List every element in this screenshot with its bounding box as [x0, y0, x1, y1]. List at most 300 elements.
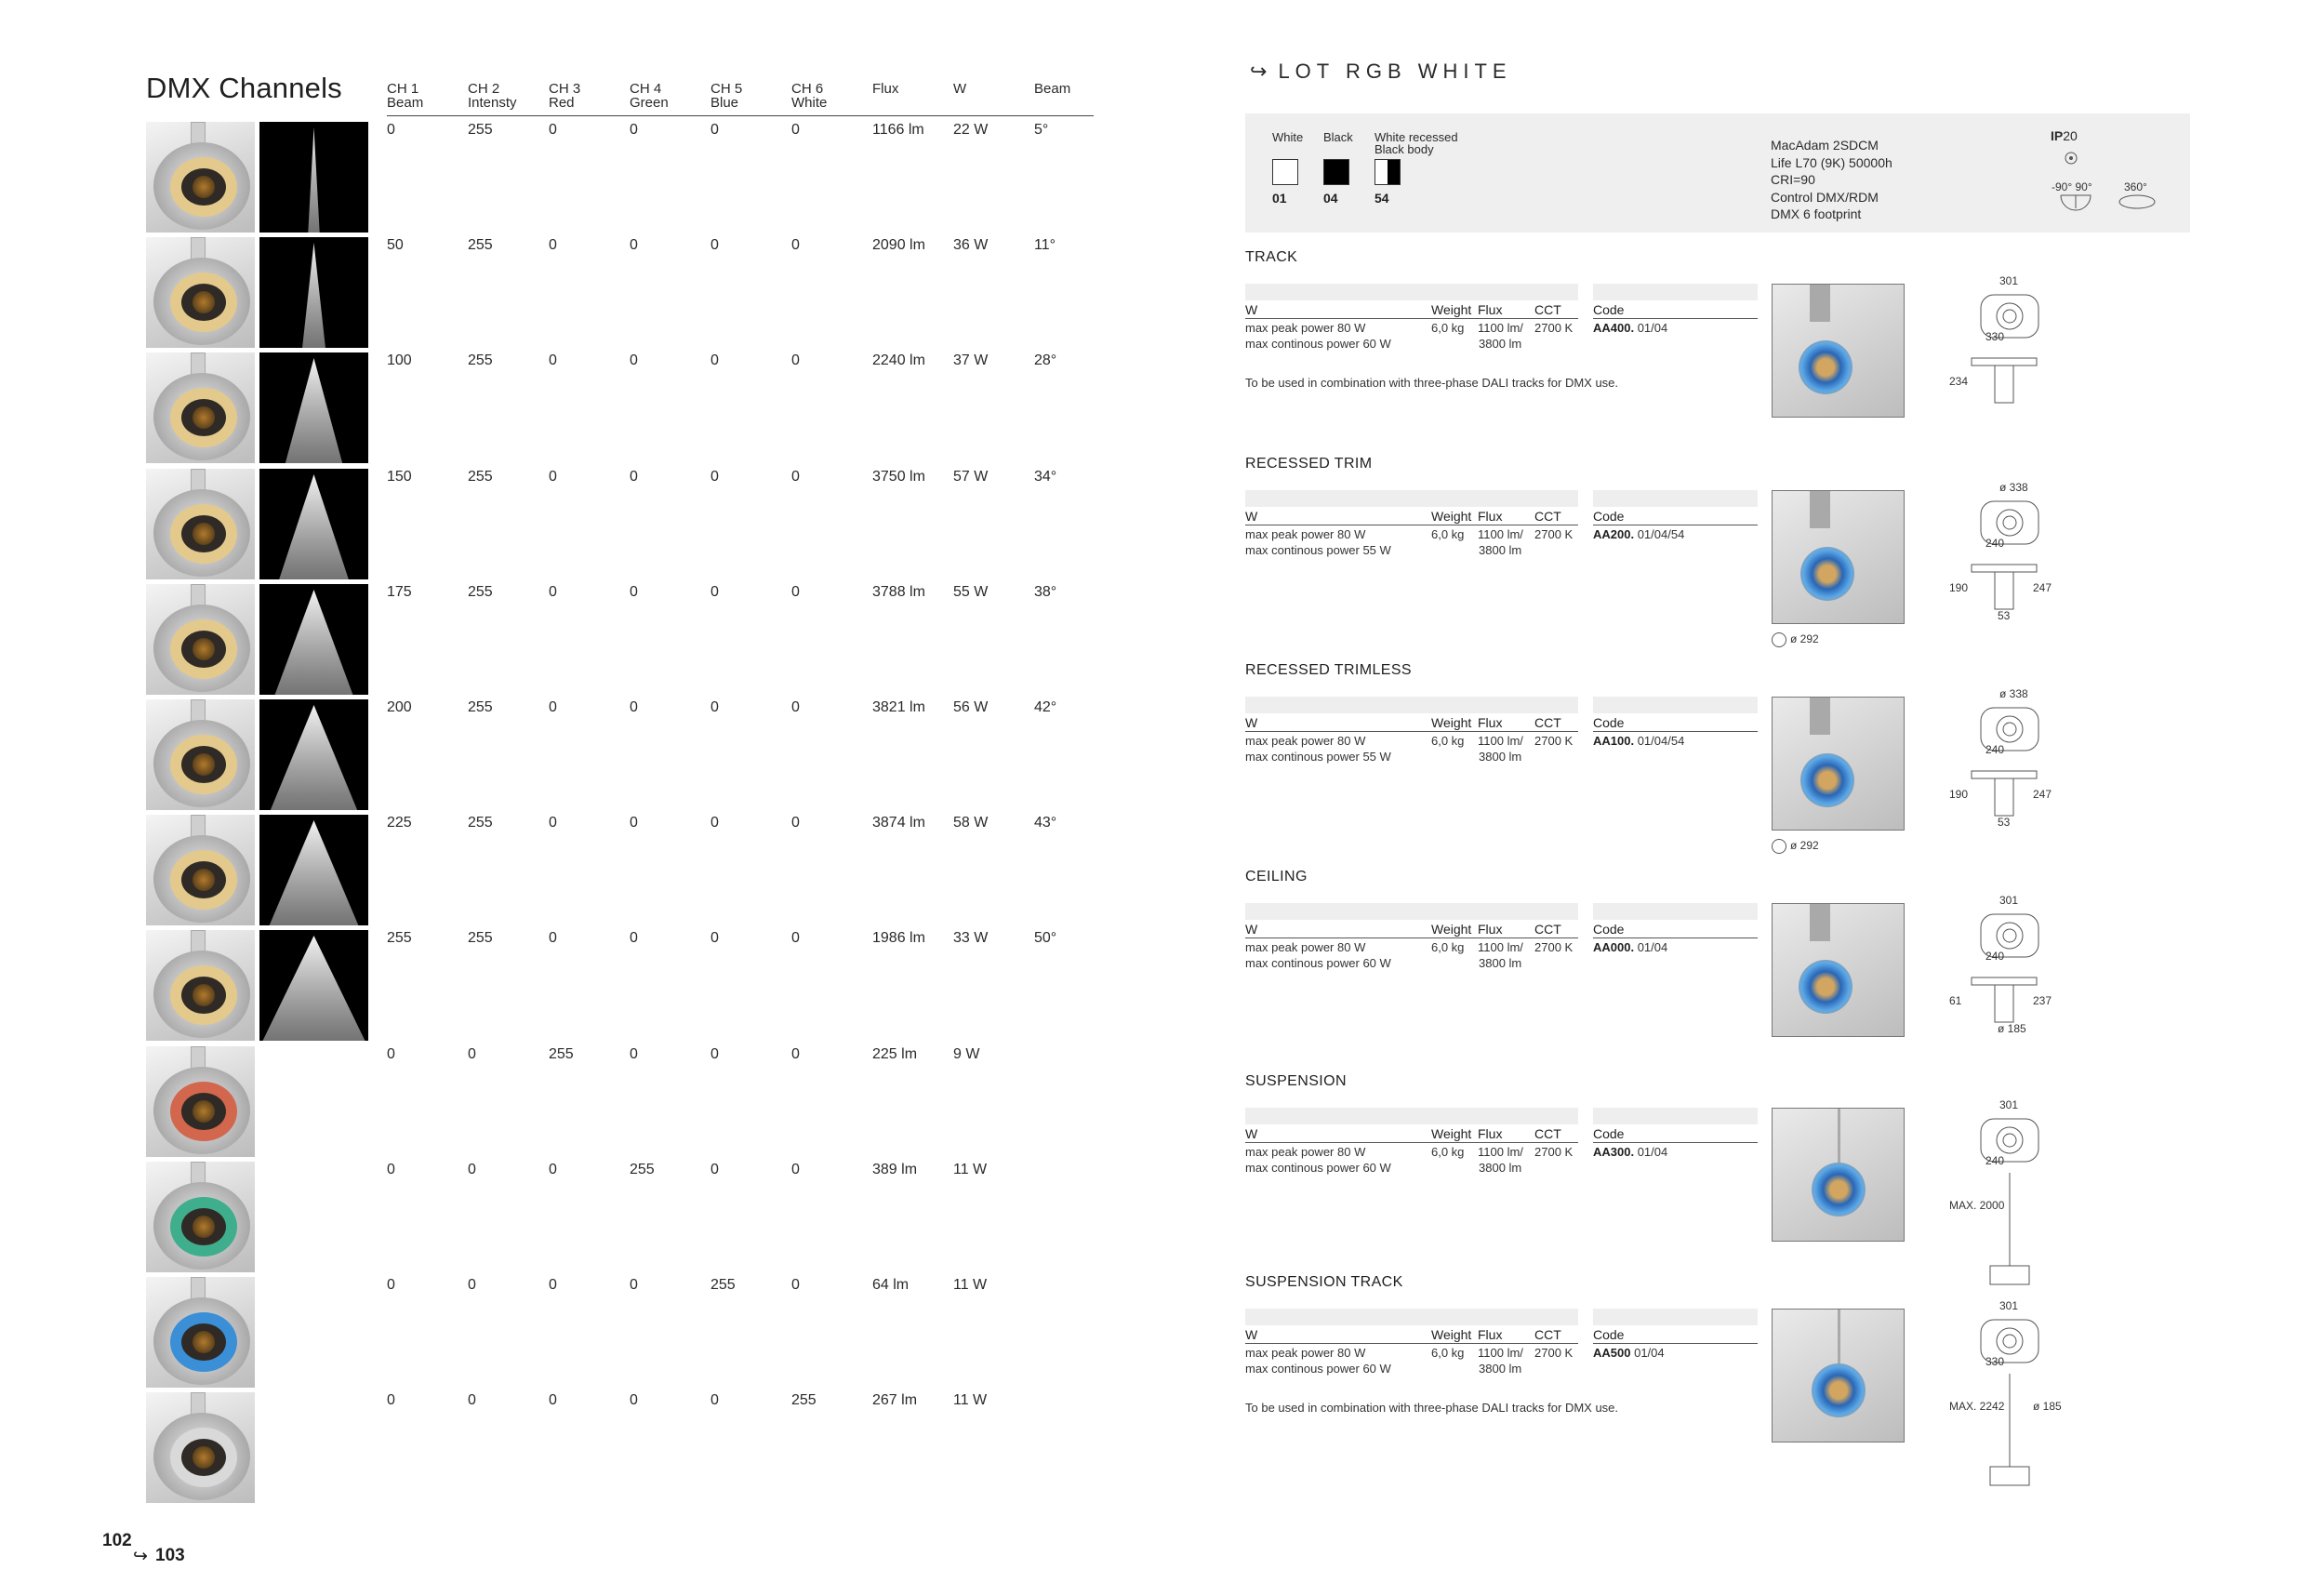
cell-ch6: 0: [791, 468, 800, 485]
cell-w: 37 W: [953, 352, 989, 369]
cell-ch5: 0: [710, 237, 719, 254]
cell-beam: 5°: [1034, 122, 1049, 138]
fixture-photo: [146, 122, 255, 233]
cell-flux: 1986 lm: [872, 930, 925, 947]
cell-ch3: 0: [549, 583, 557, 600]
cell-flux: 1166 lm: [872, 122, 924, 138]
dimension-label: 240: [1985, 743, 2005, 756]
col-header-flux: Flux: [1478, 715, 1503, 730]
cell-ch3: 0: [549, 237, 557, 254]
flux-1: 1100 lm/: [1478, 940, 1523, 954]
cell-ch2: 255: [468, 930, 493, 947]
cell-ch4: 0: [630, 815, 638, 831]
cell-ch4: 0: [630, 122, 638, 138]
col-header-code: Code: [1593, 509, 1625, 524]
dimension-label: 247: [2033, 788, 2052, 801]
fixture-photo: [146, 1162, 255, 1272]
cell-ch1: 0: [387, 122, 395, 138]
code-finishes: 01/04: [1637, 940, 1668, 954]
cell-ch1: 0: [387, 1392, 395, 1409]
cell-flux: 3750 lm: [872, 468, 925, 485]
cell-ch6: 0: [791, 1161, 800, 1177]
code-prefix: AA000.: [1593, 940, 1635, 954]
continuous-power: max continous power 60 W: [1245, 1362, 1391, 1376]
lens: [193, 1100, 215, 1123]
cell-beam: 38°: [1034, 583, 1057, 600]
col-header-w: W: [1245, 1327, 1258, 1342]
cell-ch3: 0: [549, 1161, 557, 1177]
beam-cone: [259, 699, 368, 810]
cell-flux: 64 lm: [872, 1277, 910, 1293]
product-code: [1593, 526, 1684, 542]
cell-ch2: 255: [468, 122, 493, 138]
lamp-head: [1800, 753, 1854, 807]
mount: [1810, 904, 1830, 941]
cell-ch1: 100: [387, 352, 412, 369]
rotate-angle: 360°: [2124, 180, 2147, 193]
spec-macadam: MacAdam 2SDCM: [1771, 138, 1879, 153]
cell-ch5: 0: [710, 815, 719, 831]
dimension-label: 240: [1985, 950, 2005, 963]
spec-header-bar: [1245, 697, 1578, 713]
peak-power: max peak power 80 W: [1245, 1346, 1366, 1360]
beam-image: [259, 699, 368, 810]
code-header-bar: [1593, 1309, 1758, 1325]
cell-ch6: 255: [791, 1392, 817, 1409]
dimension-label: 53: [1998, 609, 2011, 622]
ip-rating: IP20: [2051, 128, 2078, 143]
cell-ch2: 0: [468, 1277, 476, 1293]
cell-ch3: 0: [549, 930, 557, 947]
product-photo: [1772, 1309, 1905, 1443]
cell-ch1: 0: [387, 1277, 395, 1293]
lamp-head: [1799, 340, 1853, 394]
spec-rule: [1245, 731, 1578, 732]
power-values: [1245, 526, 1391, 558]
cell-ch2: 0: [468, 1045, 476, 1062]
technical-drawing: [1944, 284, 2055, 423]
dimension-label: 301: [1999, 274, 2019, 287]
flux-1: 1100 lm/: [1478, 1346, 1523, 1360]
dimension-label: 301: [1999, 1299, 2019, 1312]
spec-header-bar: [1245, 284, 1578, 300]
col-header-code: Code: [1593, 302, 1625, 317]
fixture-photo: [146, 469, 255, 579]
dimension-label: 301: [1999, 1098, 2019, 1111]
continuous-power: max continous power 55 W: [1245, 750, 1391, 764]
header-ch4: CH 4 Green: [630, 81, 669, 111]
dimension-label: 61: [1949, 994, 1962, 1007]
dimension-label: 190: [1949, 788, 1969, 801]
page-number-right: 103: [155, 1546, 185, 1565]
product-photo: [1772, 697, 1905, 831]
cell-w: 11 W: [953, 1277, 988, 1293]
cell-ch6: 0: [791, 352, 800, 369]
col-header-weight: Weight: [1431, 509, 1472, 524]
code-rule: [1593, 937, 1758, 938]
lamp-head: [1812, 1163, 1866, 1217]
finish-label-white-recessed: White recessed Black body: [1374, 130, 1458, 156]
symbol-icon: [2064, 151, 2078, 166]
header-ch2: CH 2 Intensty: [468, 81, 517, 111]
mount: [1810, 698, 1830, 735]
beam-image: [259, 584, 368, 695]
finish-swatch-split: [1374, 159, 1401, 185]
mount: [1810, 285, 1830, 322]
spec-control: Control DMX/RDM: [1771, 189, 1879, 205]
cell-flux: 389 lm: [872, 1161, 918, 1177]
cell-ch6: 0: [791, 930, 800, 947]
col-header-w: W: [1245, 1126, 1258, 1141]
cell-ch2: 255: [468, 699, 493, 715]
weight-value: 6,0 kg: [1431, 527, 1465, 541]
lens: [193, 753, 215, 776]
dimension-label: 301: [1999, 894, 2019, 907]
cell-ch2: 0: [468, 1161, 476, 1177]
col-header-cct: CCT: [1534, 1327, 1561, 1342]
cell-ch6: 0: [791, 1277, 800, 1293]
cell-ch3: 0: [549, 699, 557, 715]
dimension-label: 330: [1985, 1355, 2005, 1368]
peak-power: max peak power 80 W: [1245, 1145, 1366, 1159]
lamp-head: [1812, 1363, 1866, 1417]
lens: [193, 176, 215, 198]
power-values: [1245, 1345, 1391, 1376]
continuous-power: max continous power 60 W: [1245, 337, 1391, 351]
cell-flux: 2240 lm: [872, 352, 925, 369]
cell-w: 11 W: [953, 1392, 988, 1409]
col-header-code: Code: [1593, 922, 1625, 937]
mount: [1838, 1310, 1840, 1365]
code-finishes: 01/04: [1637, 321, 1668, 335]
cell-ch1: 225: [387, 815, 412, 831]
spec-rule: [1245, 937, 1578, 938]
cell-ch5: 0: [710, 1045, 719, 1062]
header-ch6: CH 6 White: [791, 81, 828, 111]
cell-ch4: 0: [630, 1277, 638, 1293]
cell-ch4: 0: [630, 1045, 638, 1062]
dimension-label: 240: [1985, 1154, 2005, 1167]
col-header-weight: Weight: [1431, 302, 1472, 317]
section-title: SUSPENSION: [1245, 1073, 1347, 1089]
cct-value: 2700 K: [1534, 321, 1574, 335]
flux-1: 1100 lm/: [1478, 527, 1523, 541]
cell-ch6: 0: [791, 237, 800, 254]
col-header-flux: Flux: [1478, 1327, 1503, 1342]
dimension-label: 53: [1998, 816, 2011, 829]
cell-flux: 3788 lm: [872, 583, 925, 600]
cell-ch3: 0: [549, 468, 557, 485]
fixture-photo: [146, 699, 255, 810]
rotate-icon: [2117, 192, 2158, 212]
fixture-photo: [146, 584, 255, 695]
cell-flux: 3821 lm: [872, 699, 925, 715]
code-finishes: 01/04: [1637, 1145, 1668, 1159]
fixture-photo: [146, 1392, 255, 1503]
product-photo: [1772, 284, 1905, 418]
dimension-label: 240: [1985, 537, 2005, 550]
cell-ch6: 0: [791, 583, 800, 600]
cell-ch1: 0: [387, 1045, 395, 1062]
col-header-weight: Weight: [1431, 1126, 1472, 1141]
header-rule: [387, 115, 1094, 116]
spec-cri: CRI=90: [1771, 172, 1815, 187]
cell-ch1: 200: [387, 699, 412, 715]
cell-beam: 50°: [1034, 930, 1057, 947]
beam-cone: [259, 122, 368, 233]
cell-ch3: 0: [549, 1392, 557, 1409]
dimension-label: 330: [1985, 330, 2005, 343]
cell-ch3: 0: [549, 815, 557, 831]
cell-beam: 42°: [1034, 699, 1057, 715]
product-code: [1593, 1144, 1667, 1160]
tilt-icon: [2057, 192, 2094, 212]
fixture-photo: [146, 930, 255, 1041]
dimension-label: MAX. 2000: [1949, 1199, 2005, 1212]
beam-image: [259, 352, 368, 463]
peak-power: max peak power 80 W: [1245, 940, 1366, 954]
code-header-bar: [1593, 284, 1758, 300]
code-prefix: AA300.: [1593, 1145, 1635, 1159]
cell-ch4: 0: [630, 237, 638, 254]
cutout-value: ø 292: [1790, 632, 1819, 646]
mount: [1810, 491, 1830, 528]
lamp-head: [1799, 960, 1853, 1014]
spec-rule: [1245, 1343, 1578, 1344]
cell-ch3: 255: [549, 1045, 574, 1062]
col-header-cct: CCT: [1534, 922, 1561, 937]
code-header-bar: [1593, 903, 1758, 920]
header-flux: Flux: [872, 81, 899, 97]
cutout-diameter: [1772, 632, 1819, 647]
dimension-label: ø 185: [1998, 1022, 2026, 1035]
flux-2: 3800 lm: [1479, 1161, 1522, 1175]
cell-ch1: 50: [387, 237, 404, 254]
peak-power: max peak power 80 W: [1245, 734, 1366, 748]
dimension-label: MAX. 2242: [1949, 1400, 2005, 1413]
beam-image: [259, 930, 368, 1041]
drawing-wrap: [1944, 284, 2055, 428]
code-finishes: 01/04: [1634, 1346, 1665, 1360]
cell-ch5: 0: [710, 1392, 719, 1409]
cutout-icon: [1772, 632, 1786, 647]
mount: [1838, 1109, 1840, 1164]
cell-ch5: 0: [710, 930, 719, 947]
cell-w: 56 W: [953, 699, 989, 715]
cell-ch2: 255: [468, 468, 493, 485]
header-ch1: CH 1 Beam: [387, 81, 424, 111]
lens: [193, 1446, 215, 1469]
spec-header-bar: [1245, 1309, 1578, 1325]
weight-value: 6,0 kg: [1431, 940, 1465, 954]
flux-2: 3800 lm: [1479, 750, 1522, 764]
fixture-photo: [146, 815, 255, 925]
finish-swatch-white: [1272, 159, 1298, 185]
fixture-photo: [146, 352, 255, 463]
cell-ch1: 0: [387, 1161, 395, 1177]
product-code: [1593, 1345, 1665, 1361]
section-title: RECESSED TRIMLESS: [1245, 662, 1412, 678]
col-header-cct: CCT: [1534, 715, 1561, 730]
product-photo: [1772, 1108, 1905, 1242]
cell-ch2: 255: [468, 815, 493, 831]
weight-value: 6,0 kg: [1431, 321, 1465, 335]
flux-values: [1478, 320, 1523, 352]
col-header-weight: Weight: [1431, 1327, 1472, 1342]
flux-2: 3800 lm: [1479, 543, 1522, 557]
flux-1: 1100 lm/: [1478, 734, 1523, 748]
cell-ch4: 0: [630, 468, 638, 485]
lens: [193, 1331, 215, 1353]
power-values: [1245, 733, 1391, 765]
col-header-flux: Flux: [1478, 922, 1503, 937]
cell-flux: 225 lm: [872, 1045, 918, 1062]
flux-2: 3800 lm: [1479, 956, 1522, 970]
power-values: [1245, 1144, 1391, 1176]
spec-life: Life L70 (9K) 50000h: [1771, 154, 1892, 170]
weight-value: 6,0 kg: [1431, 1346, 1465, 1360]
header-beam: Beam: [1034, 81, 1071, 97]
col-header-flux: Flux: [1478, 1126, 1503, 1141]
finish-code-01: 01: [1272, 191, 1287, 206]
flux-values: [1478, 526, 1523, 558]
flux-values: [1478, 733, 1523, 765]
cell-ch3: 0: [549, 122, 557, 138]
dmx-channels-title: DMX Channels: [146, 72, 342, 104]
flux-1: 1100 lm/: [1478, 1145, 1523, 1159]
lens: [193, 1216, 215, 1238]
continuous-power: max continous power 60 W: [1245, 1161, 1391, 1175]
cell-ch4: 255: [630, 1161, 655, 1177]
dimension-label: 234: [1949, 375, 1969, 388]
beam-image: [259, 815, 368, 925]
col-header-cct: CCT: [1534, 302, 1561, 317]
cell-beam: 34°: [1034, 468, 1057, 485]
tilt-angles: -90° 90°: [2052, 180, 2092, 193]
spec-header-bar: [1245, 490, 1578, 507]
flux-1: 1100 lm/: [1478, 321, 1523, 335]
cell-ch3: 0: [549, 1277, 557, 1293]
section-title: CEILING: [1245, 869, 1308, 884]
dimension-label: ø 338: [1999, 481, 2028, 494]
code-header-bar: [1593, 1108, 1758, 1124]
lens: [193, 523, 215, 545]
col-header-code: Code: [1593, 1327, 1625, 1342]
section-title: SUSPENSION TRACK: [1245, 1274, 1403, 1290]
cell-w: 58 W: [953, 815, 989, 831]
cell-ch4: 0: [630, 1392, 638, 1409]
cell-ch6: 0: [791, 122, 800, 138]
code-finishes: 01/04/54: [1637, 527, 1685, 541]
lens: [193, 638, 215, 660]
fixture-photo: [146, 1046, 255, 1157]
finish-swatch-black: [1323, 159, 1349, 185]
product-photo: [1772, 903, 1905, 1037]
cell-w: 33 W: [953, 930, 989, 947]
cutout-value: ø 292: [1790, 839, 1819, 853]
finish-label-white: White: [1272, 130, 1304, 144]
cutout-icon: [1772, 839, 1786, 854]
peak-power: max peak power 80 W: [1245, 321, 1366, 335]
continuous-power: max continous power 55 W: [1245, 543, 1391, 557]
title-arrow-icon: ↪: [1250, 60, 1268, 83]
col-header-weight: Weight: [1431, 922, 1472, 937]
cell-flux: 2090 lm: [872, 237, 925, 254]
cell-ch6: 0: [791, 699, 800, 715]
flux-values: [1478, 1345, 1523, 1376]
cct-value: 2700 K: [1534, 734, 1574, 748]
code-rule: [1593, 318, 1758, 319]
usage-note: To be used in combination with three-phase DALI tracks for DMX use.: [1245, 1401, 1619, 1415]
header-ch3: CH 3 Red: [549, 81, 581, 111]
beam-image: [259, 469, 368, 579]
col-header-w: W: [1245, 922, 1258, 937]
spec-rule: [1245, 1142, 1578, 1143]
code-header-bar: [1593, 697, 1758, 713]
weight-value: 6,0 kg: [1431, 734, 1465, 748]
col-header-cct: CCT: [1534, 509, 1561, 524]
beam-cone: [259, 584, 368, 695]
peak-power: max peak power 80 W: [1245, 527, 1366, 541]
code-prefix: AA400.: [1593, 321, 1635, 335]
usage-note: To be used in combination with three-phase DALI tracks for DMX use.: [1245, 376, 1619, 390]
cell-ch2: 255: [468, 352, 493, 369]
cell-beam: 11°: [1034, 237, 1056, 254]
cell-ch3: 0: [549, 352, 557, 369]
spec-footprint: DMX 6 footprint: [1771, 206, 1862, 221]
cell-beam: 43°: [1034, 815, 1057, 831]
beam-cone: [259, 237, 368, 348]
cell-w: 22 W: [953, 122, 989, 138]
cell-ch5: 0: [710, 468, 719, 485]
flux-2: 3800 lm: [1479, 1362, 1522, 1376]
continuous-power: max continous power 60 W: [1245, 956, 1391, 970]
flux-2: 3800 lm: [1479, 337, 1522, 351]
cell-ch5: 0: [710, 699, 719, 715]
product-photo: [1772, 490, 1905, 624]
cell-ch4: 0: [630, 930, 638, 947]
dimension-label: 190: [1949, 581, 1969, 594]
power-values: [1245, 939, 1391, 971]
weight-value: 6,0 kg: [1431, 1145, 1465, 1159]
code-prefix: AA200.: [1593, 527, 1635, 541]
beam-image: [259, 237, 368, 348]
col-header-w: W: [1245, 302, 1258, 317]
lens: [193, 869, 215, 891]
dimension-label: 237: [2033, 994, 2052, 1007]
cct-value: 2700 K: [1534, 527, 1574, 541]
fixture-photo: [146, 237, 255, 348]
section-title: RECESSED TRIM: [1245, 456, 1373, 472]
beam-cone: [259, 469, 368, 579]
col-header-flux: Flux: [1478, 509, 1503, 524]
flux-values: [1478, 1144, 1523, 1176]
flux-values: [1478, 939, 1523, 971]
dimension-label: ø 338: [1999, 687, 2028, 700]
cell-w: 55 W: [953, 583, 989, 600]
section-title: TRACK: [1245, 249, 1298, 265]
col-header-code: Code: [1593, 1126, 1625, 1141]
cell-flux: 3874 lm: [872, 815, 925, 831]
header-w: W: [953, 81, 967, 97]
cell-w: 57 W: [953, 468, 989, 485]
cct-value: 2700 K: [1534, 1346, 1574, 1360]
cell-beam: 28°: [1034, 352, 1057, 369]
cell-ch5: 255: [710, 1277, 736, 1293]
code-header-bar: [1593, 490, 1758, 507]
col-header-w: W: [1245, 509, 1258, 524]
cct-value: 2700 K: [1534, 1145, 1574, 1159]
